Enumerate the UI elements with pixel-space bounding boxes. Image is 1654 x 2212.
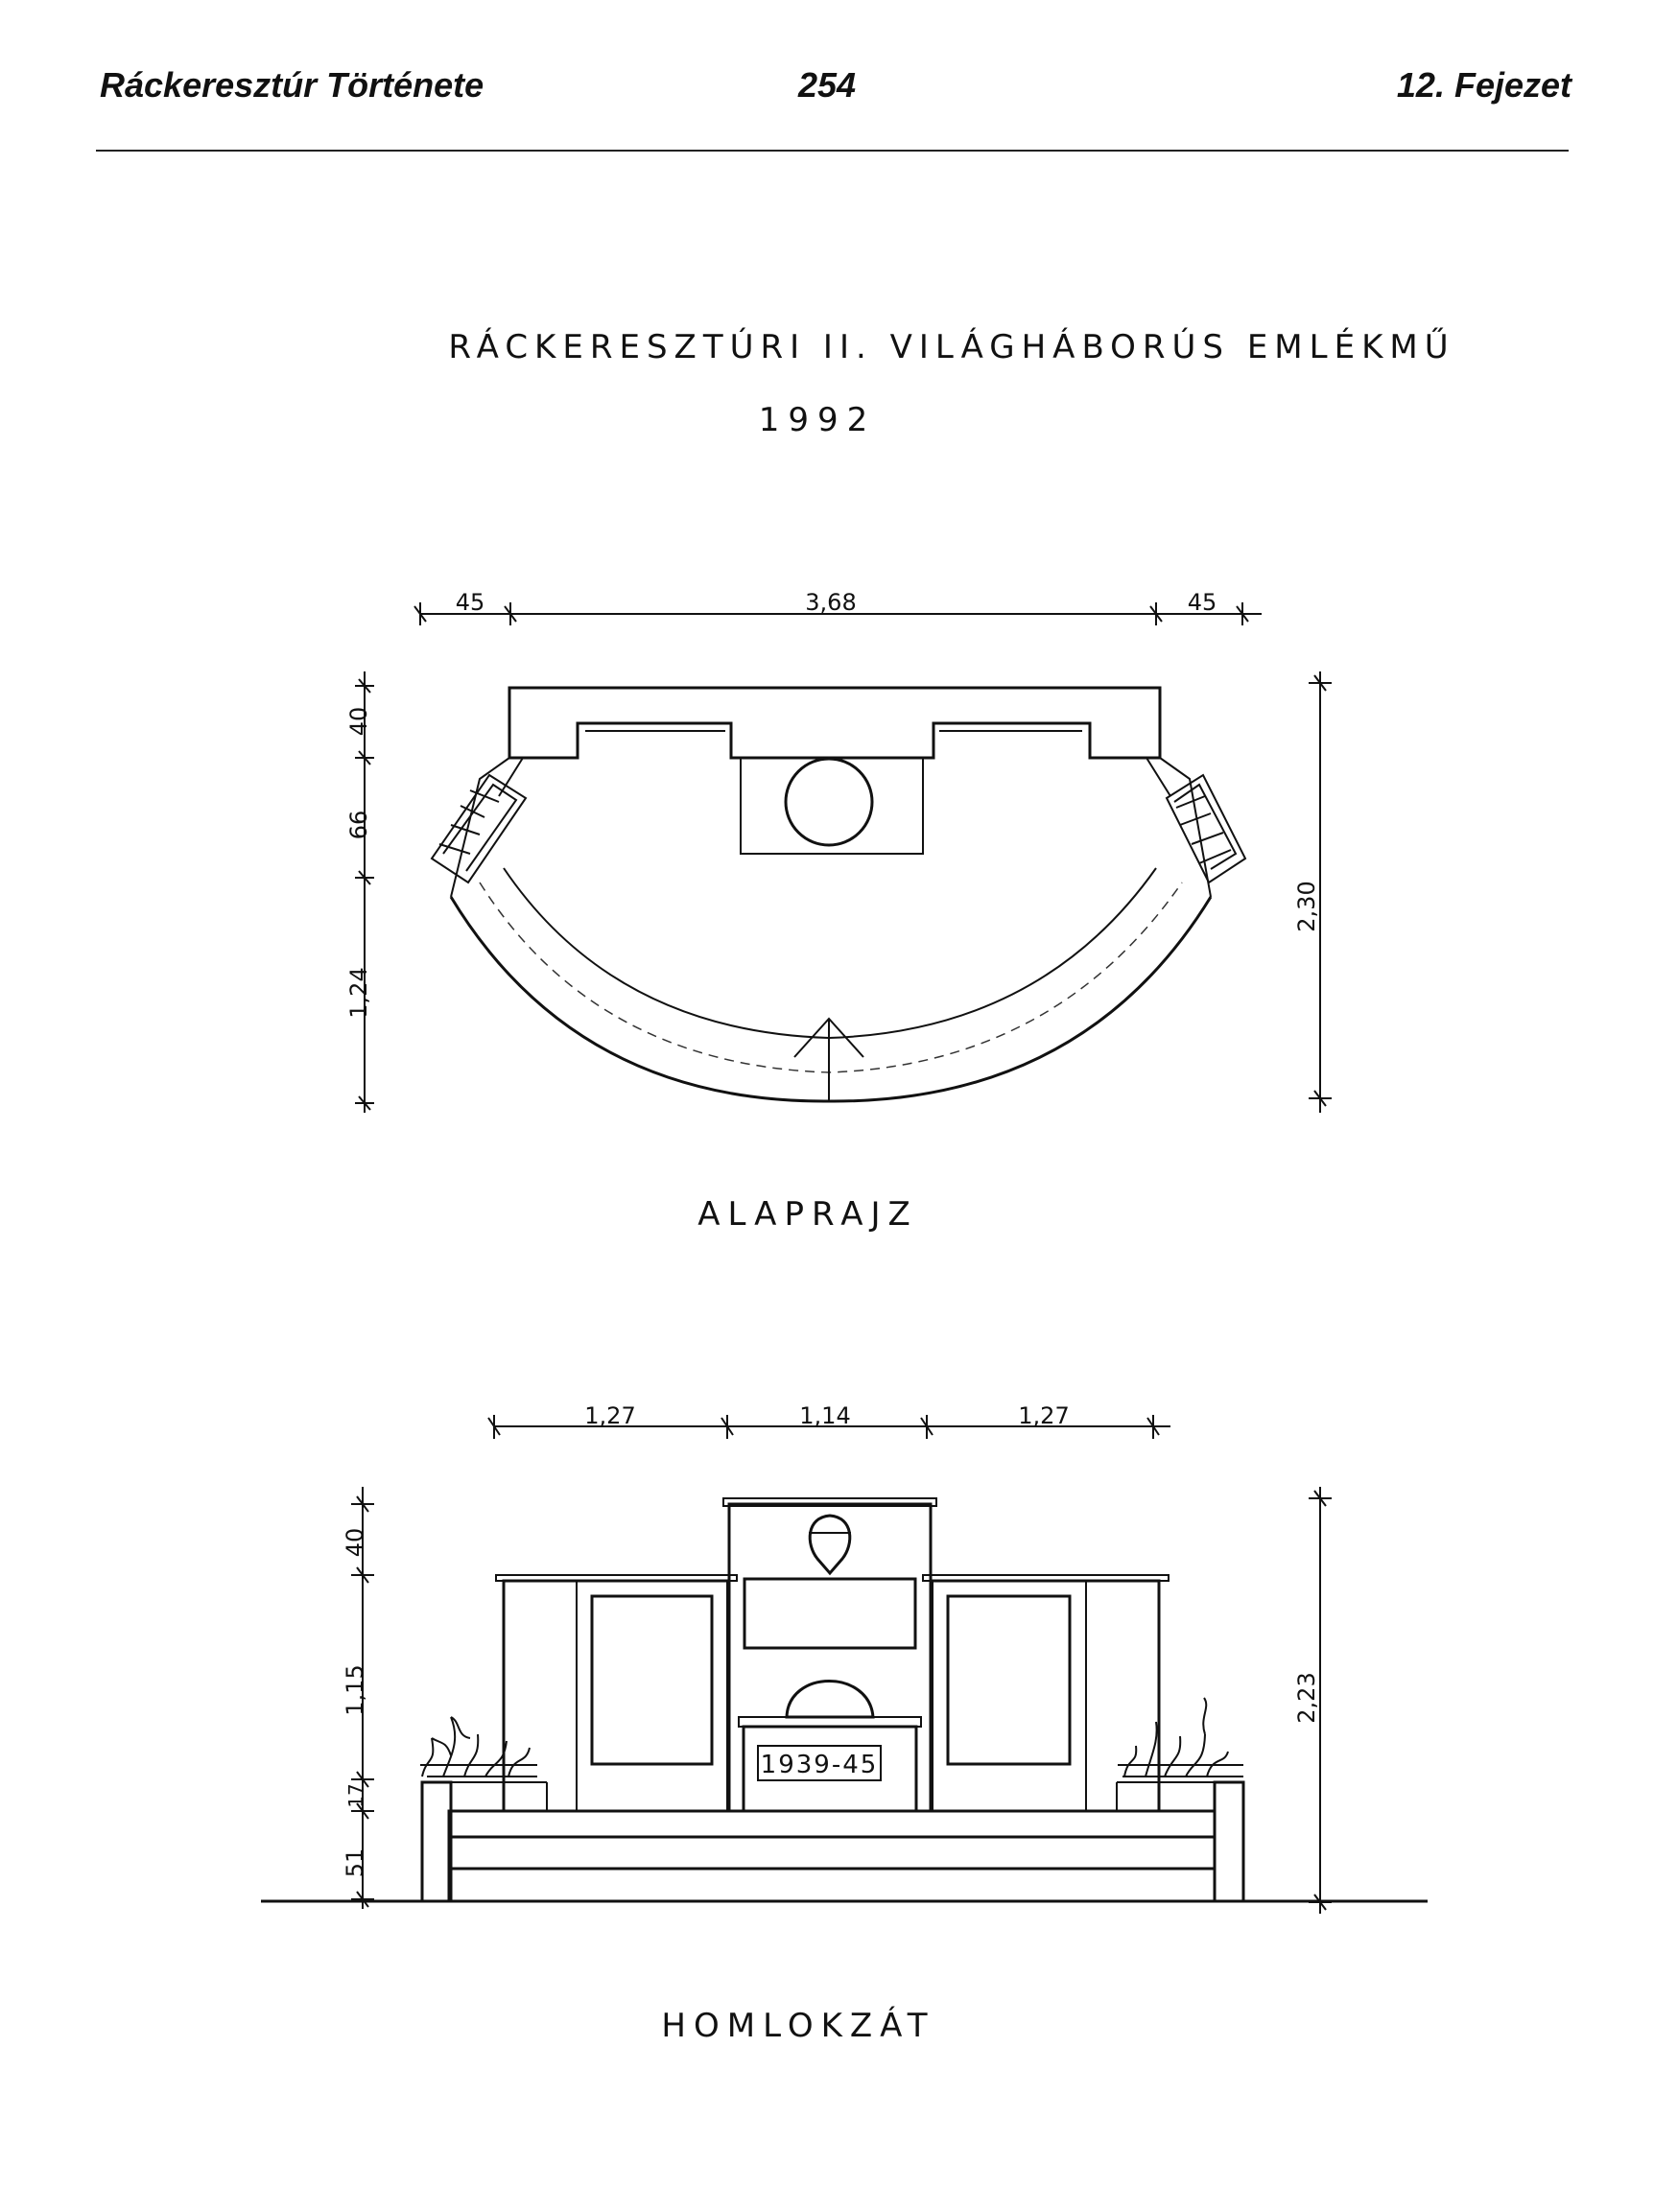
elevation-label: HOMLOKZÁT	[661, 2007, 935, 2045]
plant-left-icon	[420, 1717, 537, 1777]
plan-dim-side-66: 66	[345, 810, 372, 840]
helmet-relief-icon	[787, 1682, 873, 1718]
plan-dim-side-124: 1,24	[345, 967, 372, 1019]
drawing-title: RÁCKERESZTÚRI II. VILÁGHÁBORÚS EMLÉKMŰ	[448, 328, 1455, 366]
elev-dim-center: 1,14	[799, 1402, 851, 1429]
plan-dim-right: 45	[1187, 589, 1217, 616]
plan-dim-side-40: 40	[345, 706, 372, 737]
elev-dim-right: 1,27	[1018, 1402, 1070, 1429]
chapter-label: 12. Fejezet	[1396, 65, 1571, 105]
plan-planter-left	[432, 775, 526, 882]
plan-outline	[451, 688, 1211, 1101]
elev-dim-left: 1,27	[584, 1402, 636, 1429]
running-head-title: Ráckeresztúr Története	[100, 65, 484, 105]
plan-dim-center: 3,68	[805, 589, 857, 616]
monument-elevation	[422, 1498, 1243, 1901]
memorial-dates: 1939-45	[760, 1751, 879, 1779]
elev-dim-side-17: 17	[344, 1783, 367, 1808]
elev-dim-side-51: 51	[342, 1847, 368, 1878]
plan-dim-left: 45	[455, 589, 485, 616]
elev-dim-height: 2,23	[1293, 1672, 1320, 1724]
floor-plan	[345, 589, 1332, 1113]
drawing-year: 1992	[758, 401, 877, 439]
front-elevation	[261, 1402, 1428, 1914]
elev-dim-side-115: 1,15	[342, 1664, 368, 1716]
elev-dim-side-40: 40	[342, 1527, 368, 1558]
page-number: 254	[797, 65, 857, 105]
helmet-emblem-icon	[809, 1516, 851, 1573]
plan-label: ALAPRAJZ	[697, 1195, 918, 1234]
plan-left-dimension-line	[355, 671, 374, 1113]
plan-dim-height: 2,30	[1293, 881, 1320, 932]
plant-right-icon	[1118, 1698, 1243, 1777]
